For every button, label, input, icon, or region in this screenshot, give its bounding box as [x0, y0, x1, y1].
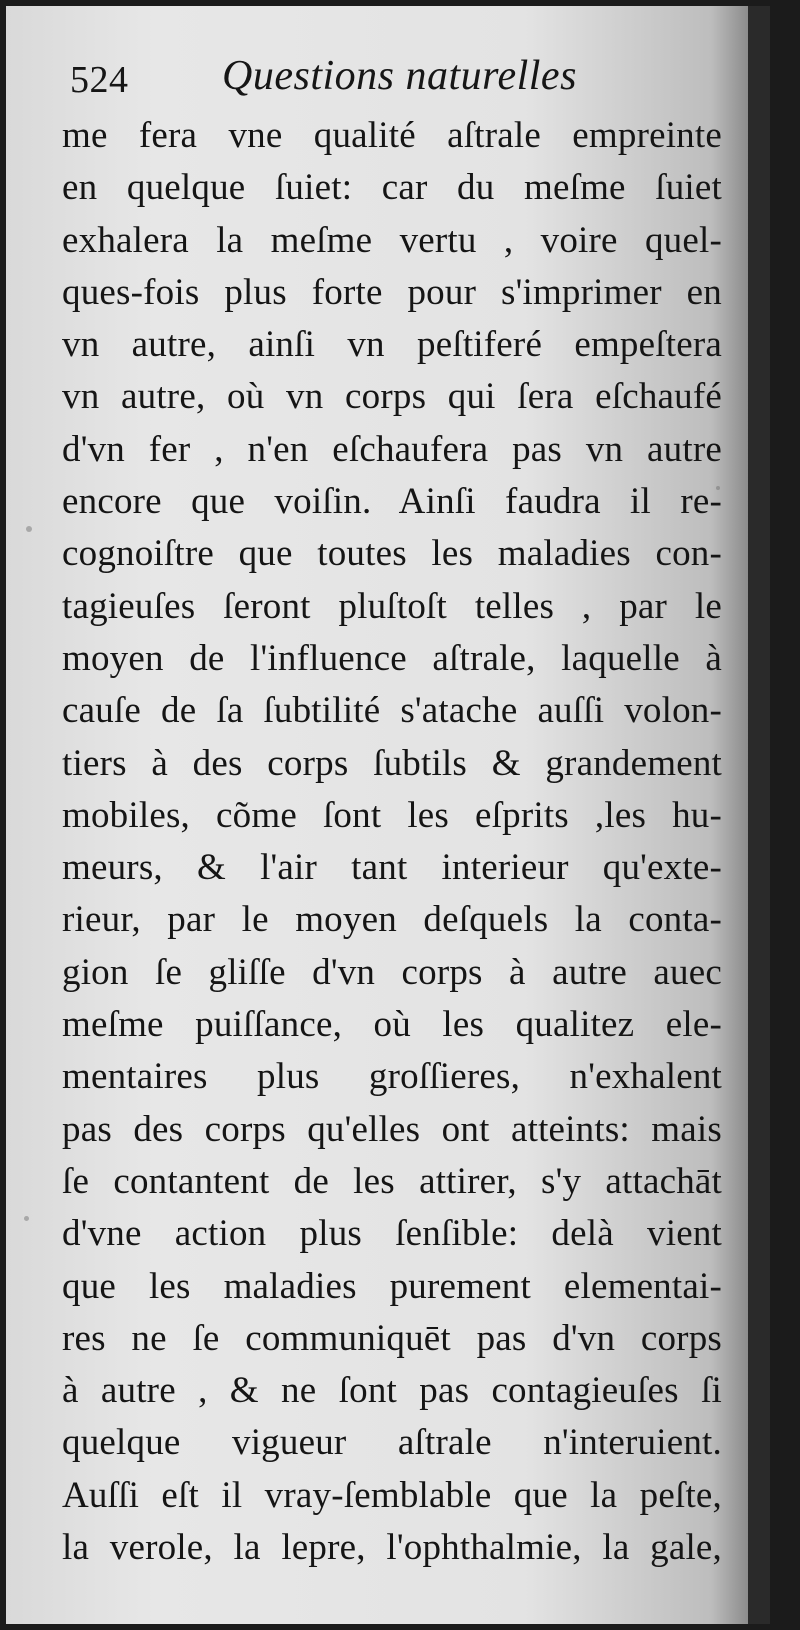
text-line: gion ſe gliſſe d'vn corps à autre auec [62, 951, 722, 993]
book-page [6, 6, 770, 1624]
running-head [62, 52, 722, 106]
text-line: que les maladies purement elementai- [62, 1265, 722, 1307]
text-line: rieur, par le moyen deſquels la conta- [62, 899, 722, 941]
text-line: meurs, & l'air tant interieur qu'exte- [62, 847, 722, 889]
body-text [62, 110, 722, 1574]
text-line: tagieuſes ſeront pluſtoſt telles , par le [62, 585, 722, 627]
text-line: à autre , & ne ſont pas contagieuſes ſi [62, 1370, 722, 1412]
text-line: quelque vigueur aſtrale n'interuient. [62, 1422, 722, 1464]
text-line: tiers à des corps ſubtils & grandement [62, 742, 722, 784]
ink-speck [24, 1216, 29, 1221]
text-line: encore que voiſin. Ainſi faudra il re- [62, 481, 722, 523]
text-line: d'vn fer , n'en eſchaufera pas vn autre [62, 428, 722, 470]
text-line: res ne ſe communiquēt pas d'vn corps [62, 1317, 722, 1359]
text-line: mobiles, cõme ſont les eſprits ,les hu- [62, 794, 722, 836]
text-line: exhalera la meſme vertu , voire quel- [62, 219, 722, 261]
text-line: la verole, la lepre, l'ophthalmie, la gale, [62, 1527, 722, 1569]
text-line: en quelque ſuiet: car du meſme ſuiet [62, 167, 722, 209]
ink-speck [26, 526, 32, 532]
text-line: ques-fois plus forte pour s'imprimer en [62, 271, 722, 313]
text-line: me fera vne qualité aſtrale empreinte [62, 115, 722, 156]
text-line: d'vne action plus ſenſible: delà vient [62, 1213, 722, 1255]
text-line: pas des corps qu'elles ont atteints: mais [62, 1108, 722, 1150]
running-title: Questions naturelles [222, 53, 577, 99]
text-line: cognoiſtre que toutes les maladies con- [62, 533, 722, 575]
text-line: cauſe de ſa ſubtilité s'atache auſſi volon- [62, 690, 722, 732]
text-line: meſme puiſſance, où les qualitez ele- [62, 1004, 722, 1046]
text-line: mentaires plus groſſieres, n'exhalent [62, 1056, 722, 1098]
text-line: vn autre, où vn corps qui ſera eſchaufé [62, 376, 722, 418]
text-line: moyen de l'influence aſtrale, laquelle à [62, 637, 722, 679]
page-number: 524 [70, 59, 129, 101]
text-line: Auſſi eſt il vray-ſemblable que la peſte, [62, 1474, 722, 1516]
text-line: ſe contantent de les attirer, s'y attachāt [62, 1160, 722, 1202]
text-line: vn autre, ainſi vn peſtiferé empeſtera [62, 324, 722, 366]
